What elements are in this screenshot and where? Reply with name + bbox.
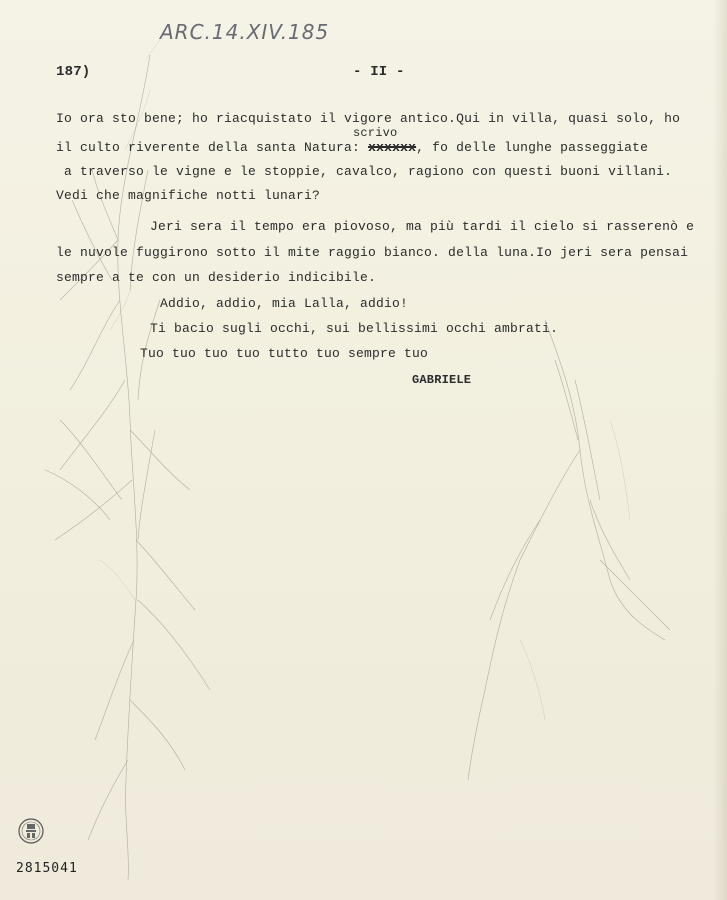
inventory-number: 2815041 bbox=[16, 861, 78, 876]
page-header: - II - bbox=[353, 64, 405, 80]
letter-line-2b: , fo delle lunghe passeggiate bbox=[416, 140, 649, 155]
letter-line-4: Vedi che magnifiche notti lunari? bbox=[56, 188, 321, 203]
archive-mark: ARC.14.XIV.185 bbox=[160, 20, 330, 44]
struck-word: xxxxxx bbox=[368, 140, 417, 155]
library-stamp-icon bbox=[18, 818, 44, 844]
letter-line-3: a traverso le vigne e le stoppie, cavalco, ragiono con questi buoni villani. bbox=[64, 164, 673, 179]
letter-line-2 bbox=[56, 140, 648, 155]
signature: GABRIELE bbox=[412, 373, 472, 387]
insert-word: scrivo bbox=[353, 126, 398, 140]
scan-edge-shadow bbox=[713, 0, 727, 900]
letter-line-1: Io ora sto bene; ho riacquistato il vigore antico.Qui in villa, quasi solo, ho bbox=[56, 111, 681, 126]
letter-line-8: Addio, addio, mia Lalla, addio! bbox=[160, 296, 409, 311]
letter-line-9: Ti bacio sugli occhi, sui bellissimi occhi ambrati. bbox=[150, 321, 559, 336]
letter-line-6: le nuvole fuggirono sotto il mite raggio bianco. della luna.Io jeri sera pensai bbox=[56, 245, 689, 260]
letter-line-7: sempre a te con un desiderio indicibile. bbox=[56, 270, 377, 285]
letter-line-10: Tuo tuo tuo tuo tutto tuo sempre tuo bbox=[140, 346, 429, 361]
page-number-left: 187) bbox=[56, 64, 91, 80]
letter-line-2a: il culto riverente della santa Natura: bbox=[56, 140, 369, 155]
letter-line-5: Jeri sera il tempo era piovoso, ma più tardi il cielo si rasserenò e bbox=[150, 219, 695, 234]
